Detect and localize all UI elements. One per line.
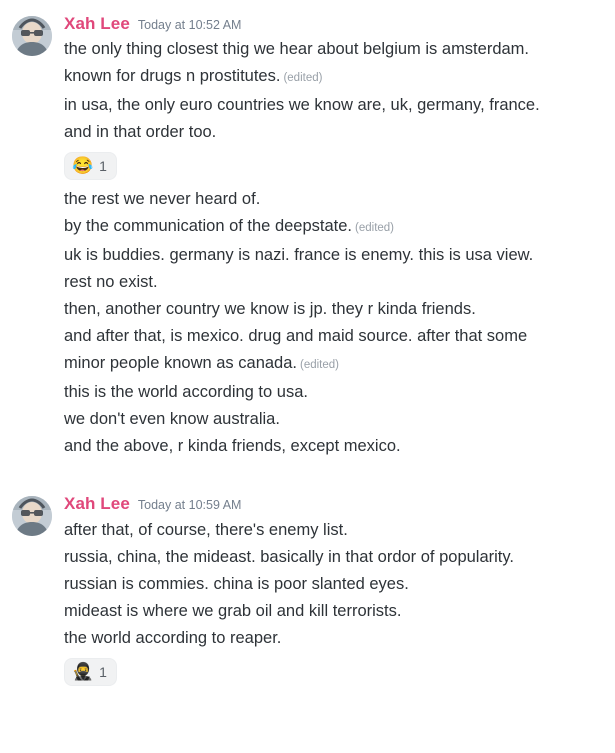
- message-line-text: and the above, r kinda friends, except mexico.: [64, 437, 401, 456]
- reaction-joy[interactable]: [64, 152, 117, 180]
- message-text-block: [64, 379, 607, 406]
- message-author[interactable]: Xah Lee: [64, 494, 130, 514]
- message-line: [64, 213, 607, 242]
- message-line: [64, 350, 607, 379]
- avatar-column: [12, 494, 64, 691]
- reaction-bar: [64, 658, 607, 686]
- message-body: [64, 494, 607, 691]
- avatar-column: [12, 14, 64, 460]
- message-text-block: [64, 517, 607, 544]
- reaction-ninja[interactable]: [64, 658, 117, 686]
- message-text-block: [64, 36, 607, 92]
- message-line: [64, 36, 607, 63]
- message-line-text: the only thing closest thig we hear about belgium is amsterdam.: [64, 40, 529, 59]
- message-text-block: [64, 544, 607, 571]
- message-text-block: [64, 625, 607, 652]
- message-timestamp: Today at 10:59 AM: [137, 498, 242, 513]
- message-line: [64, 269, 607, 296]
- message-line: [64, 406, 607, 433]
- reaction-bar: [64, 152, 607, 180]
- message-text-block: [64, 323, 607, 379]
- message-line: [64, 598, 607, 625]
- message-text-block: [64, 406, 607, 433]
- edited-label: (edited): [299, 359, 339, 372]
- user-avatar-xah-lee[interactable]: [12, 16, 52, 56]
- message-line-text: after that, of course, there's enemy list.: [64, 520, 348, 539]
- message-line-text: by the communication of the deepstate.: [64, 217, 353, 236]
- message-line-text: this is the world according to usa.: [64, 383, 308, 402]
- message-author[interactable]: Xah Lee: [64, 14, 130, 33]
- message-line: [64, 119, 607, 146]
- message-line: [64, 544, 607, 571]
- message-text-block: [64, 242, 607, 296]
- message-line-text: minor people known as canada.: [64, 354, 297, 373]
- message-line-text: then, another country we know is jp. they r kinda friends.: [64, 300, 476, 319]
- message-text-block: [64, 92, 607, 146]
- message-line-text: the world according to reaper.: [64, 628, 282, 647]
- message-line: [64, 323, 607, 350]
- message-text-block: [64, 213, 607, 242]
- message-line-text: the rest we never heard of.: [64, 190, 261, 209]
- message-line-text: known for drugs n prostitutes.: [64, 67, 281, 86]
- message-line-text: in usa, the only euro countries we know are, uk, germany, france.: [64, 96, 540, 115]
- edited-label: (edited): [355, 222, 395, 235]
- reaction-emoji: 😂: [72, 156, 94, 176]
- message-line-text: and in that order too.: [64, 123, 217, 142]
- message-text-block: [64, 296, 607, 323]
- message-line: [64, 571, 607, 598]
- reaction-count: 1: [99, 158, 107, 175]
- message-line-text: mideast is where we grab oil and kill terrorists.: [64, 601, 402, 620]
- message-body: [64, 14, 607, 460]
- message-line-text: russian is commies. china is poor slanted eyes.: [64, 574, 409, 593]
- reaction-emoji: 🥷: [72, 661, 94, 681]
- edited-label: (edited): [283, 72, 323, 85]
- message-timestamp: Today at 10:52 AM: [137, 18, 242, 32]
- message-line: [64, 186, 607, 213]
- message-line: [64, 63, 607, 92]
- message-text-block: [64, 186, 607, 213]
- message-line: [64, 242, 607, 269]
- message-line: [64, 296, 607, 323]
- message-line: [64, 433, 607, 460]
- message-group: [0, 488, 615, 693]
- message-text-block: [64, 433, 607, 460]
- message-line-text: russia, china, the mideast. basically in that ordor of popularity.: [64, 547, 515, 566]
- user-avatar-xah-lee[interactable]: [12, 496, 52, 536]
- message-line-text: we don't even know australia.: [64, 410, 280, 429]
- message-line: [64, 625, 607, 652]
- reaction-count: 1: [99, 663, 107, 680]
- message-header: [64, 494, 607, 514]
- message-line: [64, 379, 607, 406]
- message-line-text: and after that, is mexico. drug and maid source. after that some: [64, 327, 528, 346]
- message-line: [64, 517, 607, 544]
- message-line-text: uk is buddies. germany is nazi. france is enemy. this is usa view.: [64, 246, 534, 265]
- message-text-block: [64, 598, 607, 625]
- message-group: [0, 8, 615, 462]
- message-text-block: [64, 571, 607, 598]
- message-line-text: rest no exist.: [64, 273, 158, 292]
- message-header: [64, 14, 607, 34]
- message-line: [64, 92, 607, 119]
